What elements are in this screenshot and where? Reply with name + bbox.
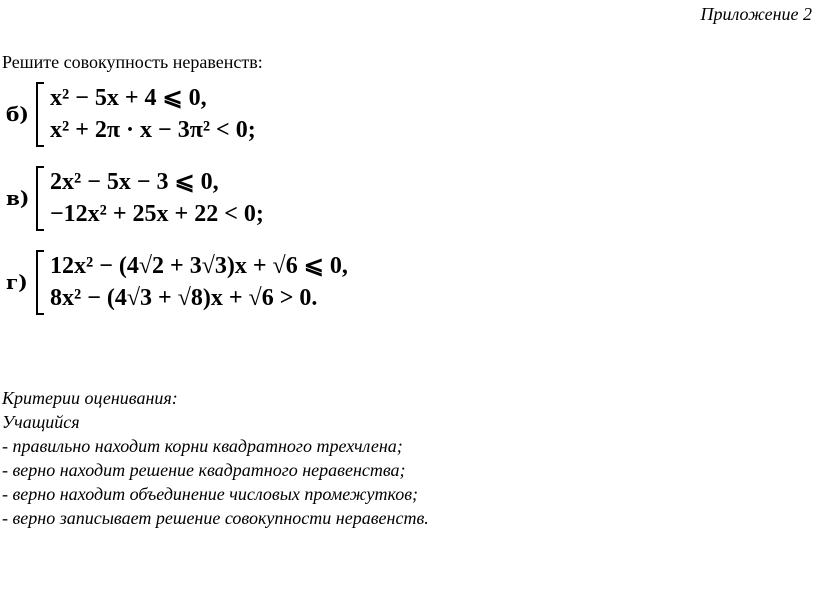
inequality-2: x² + 2π · x − 3π² < 0;	[50, 117, 256, 144]
inequality-2: −12x² + 25x + 22 < 0;	[50, 201, 264, 228]
set-bracket	[36, 166, 44, 231]
equations	[50, 166, 264, 231]
criteria-item: - верно находит объединение числовых промежутков;	[2, 484, 419, 504]
task-title: Решите совокупность неравенств:	[2, 52, 263, 72]
system-b	[6, 82, 256, 147]
system-label: б)	[6, 102, 29, 127]
inequality-2: 8x² − (4√3 + √8)x + √6 > 0.	[50, 285, 318, 312]
criteria-item: - верно находит решение квадратного неравенства;	[2, 460, 406, 480]
grading-criteria	[2, 386, 429, 530]
criteria-item: - верно записывает решение совокупности неравенств.	[2, 508, 429, 528]
equations	[50, 82, 256, 147]
criteria-item: - правильно находит корни квадратного трехчлена;	[2, 436, 403, 456]
inequality-1: x² − 5x + 4 ⩽ 0,	[50, 85, 207, 111]
system-label: г)	[6, 270, 28, 295]
inequality-1: 2x² − 5x − 3 ⩽ 0,	[50, 169, 219, 195]
equations	[50, 250, 348, 315]
system-g	[6, 250, 348, 315]
set-bracket	[36, 82, 44, 147]
criteria-title: Критерии оценивания:	[2, 388, 178, 408]
criteria-subject: Учащийся	[2, 412, 80, 432]
system-v	[6, 166, 264, 231]
appendix-label: Приложение 2	[700, 4, 812, 24]
set-bracket	[36, 250, 44, 315]
system-label: в)	[6, 186, 30, 211]
inequality-1: 12x² − (4√2 + 3√3)x + √6 ⩽ 0,	[50, 253, 348, 279]
